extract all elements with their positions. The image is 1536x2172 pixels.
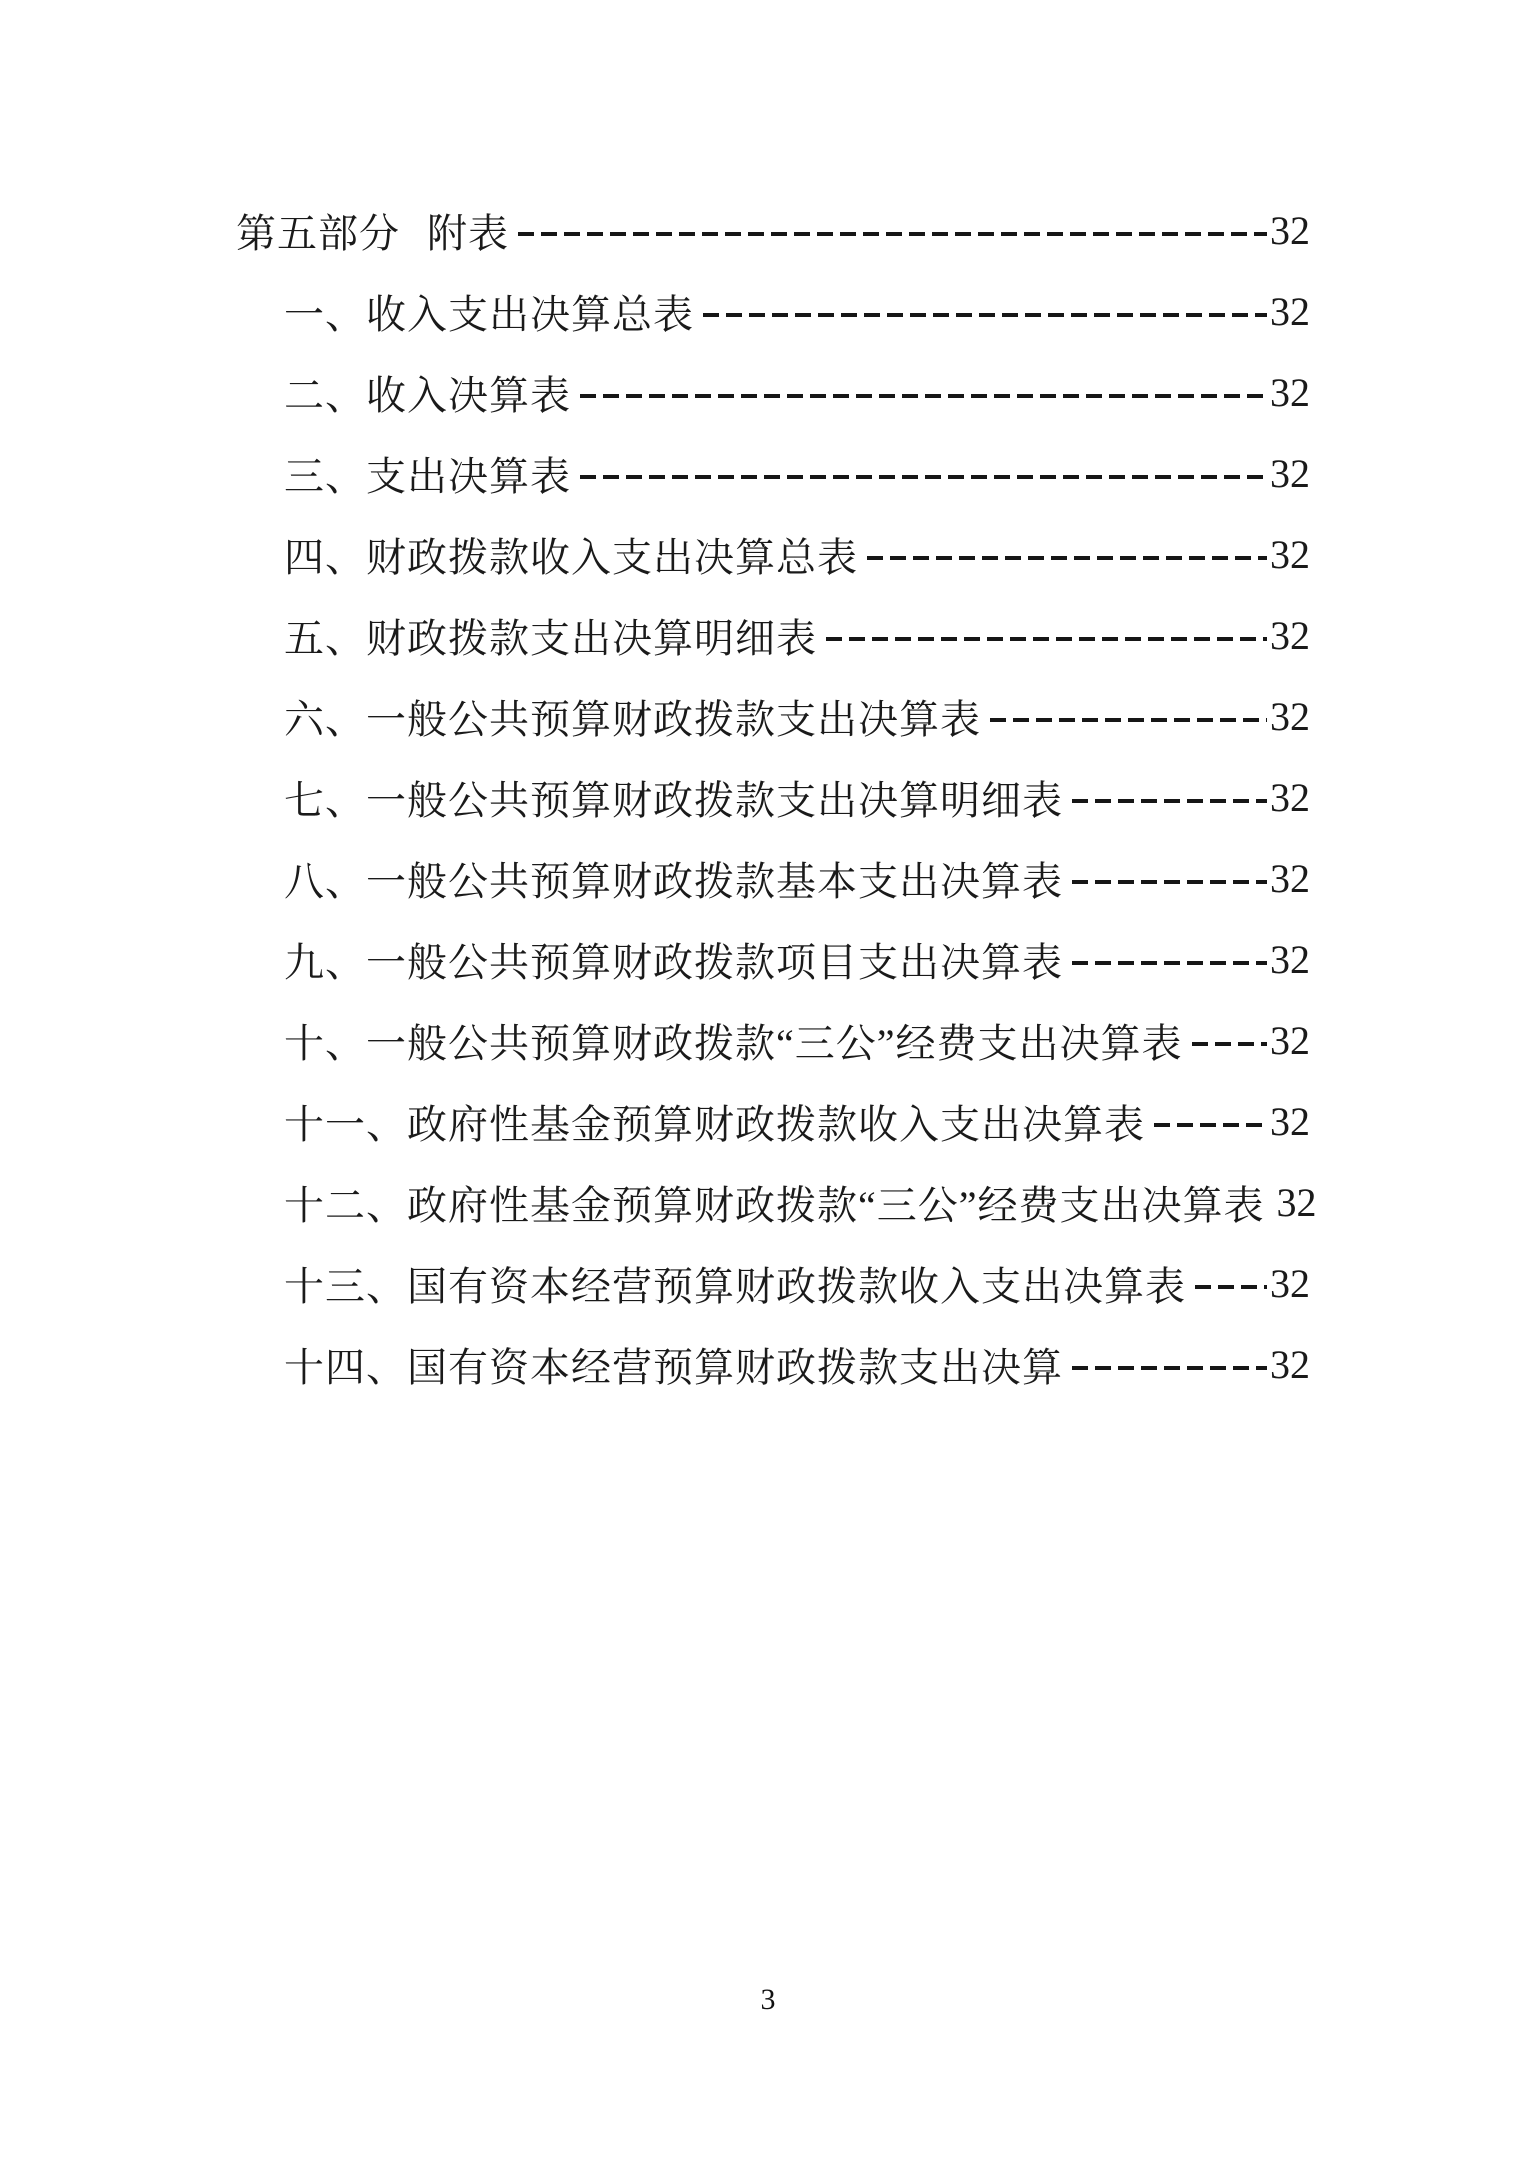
toc-heading-row <box>236 190 1310 271</box>
toc-item <box>284 1324 1310 1405</box>
toc-item-page: 32 <box>1270 937 1310 982</box>
toc-item-page: 32 <box>1270 532 1310 577</box>
toc-item-page: 32 <box>1270 289 1310 334</box>
toc-dash-leader <box>1192 1042 1267 1046</box>
toc-item-label: 十一、政府性基金预算财政拨款收入支出决算表 <box>284 1102 1145 1147</box>
toc-item-page: 32 <box>1270 1099 1310 1144</box>
toc-item-label: 四、财政拨款收入支出决算总表 <box>284 535 858 580</box>
toc-dash-leader <box>1154 1123 1267 1127</box>
toc-item-page: 32 <box>1270 613 1310 658</box>
toc-item <box>284 1162 1317 1243</box>
toc-item <box>284 757 1310 838</box>
toc-item <box>284 1081 1310 1162</box>
toc-item-label: 六、一般公共预算财政拨款支出决算表 <box>284 697 981 742</box>
toc-item-label: 二、收入决算表 <box>284 373 571 418</box>
toc-heading-page: 32 <box>1270 208 1310 253</box>
toc-item-label: 九、一般公共预算财政拨款项目支出决算表 <box>284 940 1063 985</box>
toc-dash-leader <box>1072 1366 1267 1370</box>
toc-item <box>284 1000 1310 1081</box>
toc-dash-leader <box>580 394 1267 398</box>
page-footer <box>0 1983 1536 2017</box>
toc-item <box>284 838 1310 919</box>
toc-heading-label: 第五部分 附表 <box>236 211 509 256</box>
page-number: 3 <box>760 1983 776 2016</box>
toc-dash-leader <box>990 718 1267 722</box>
toc-dash-leader <box>703 313 1267 317</box>
toc-dash-leader <box>1072 799 1267 803</box>
toc-dash-leader <box>1072 961 1267 965</box>
toc-item <box>284 676 1310 757</box>
toc-item-label: 八、一般公共预算财政拨款基本支出决算表 <box>284 859 1063 904</box>
toc-item-label: 十二、政府性基金预算财政拨款“三公”经费支出决算表 <box>284 1183 1265 1228</box>
toc-dash-leader <box>580 475 1267 479</box>
toc-item-page: 32 <box>1270 1261 1310 1306</box>
toc-item <box>284 433 1310 514</box>
toc-dash-leader <box>1195 1285 1267 1289</box>
toc-item-label: 一、收入支出决算总表 <box>284 292 694 337</box>
toc-item-label: 十三、国有资本经营预算财政拨款收入支出决算表 <box>284 1264 1186 1309</box>
toc-item-page: 32 <box>1270 1342 1310 1387</box>
toc-dash-leader <box>867 556 1267 560</box>
toc-item <box>284 595 1310 676</box>
toc-item-page: 32 <box>1270 775 1310 820</box>
toc-item <box>284 919 1310 1000</box>
toc-item-page: 32 <box>1270 1018 1310 1063</box>
toc-item-label: 三、支出决算表 <box>284 454 571 499</box>
toc-item-label: 十、一般公共预算财政拨款“三公”经费支出决算表 <box>284 1021 1183 1066</box>
toc-item-page: 32 <box>1276 1180 1317 1225</box>
toc-dash-leader <box>826 637 1267 641</box>
toc-item-page: 32 <box>1270 451 1310 496</box>
toc-item-label: 十四、国有资本经营预算财政拨款支出决算 <box>284 1345 1063 1390</box>
toc-item-label: 五、财政拨款支出决算明细表 <box>284 616 817 661</box>
toc-item-page: 32 <box>1270 694 1310 739</box>
toc-item-page: 32 <box>1270 856 1310 901</box>
toc-item <box>284 352 1310 433</box>
toc-item-label: 七、一般公共预算财政拨款支出决算明细表 <box>284 778 1063 823</box>
toc-dash-leader <box>1072 880 1267 884</box>
toc-item <box>284 1243 1310 1324</box>
toc-item <box>284 514 1310 595</box>
toc-dash-leader <box>518 232 1267 236</box>
toc-item <box>284 271 1310 352</box>
toc-item-page: 32 <box>1270 370 1310 415</box>
